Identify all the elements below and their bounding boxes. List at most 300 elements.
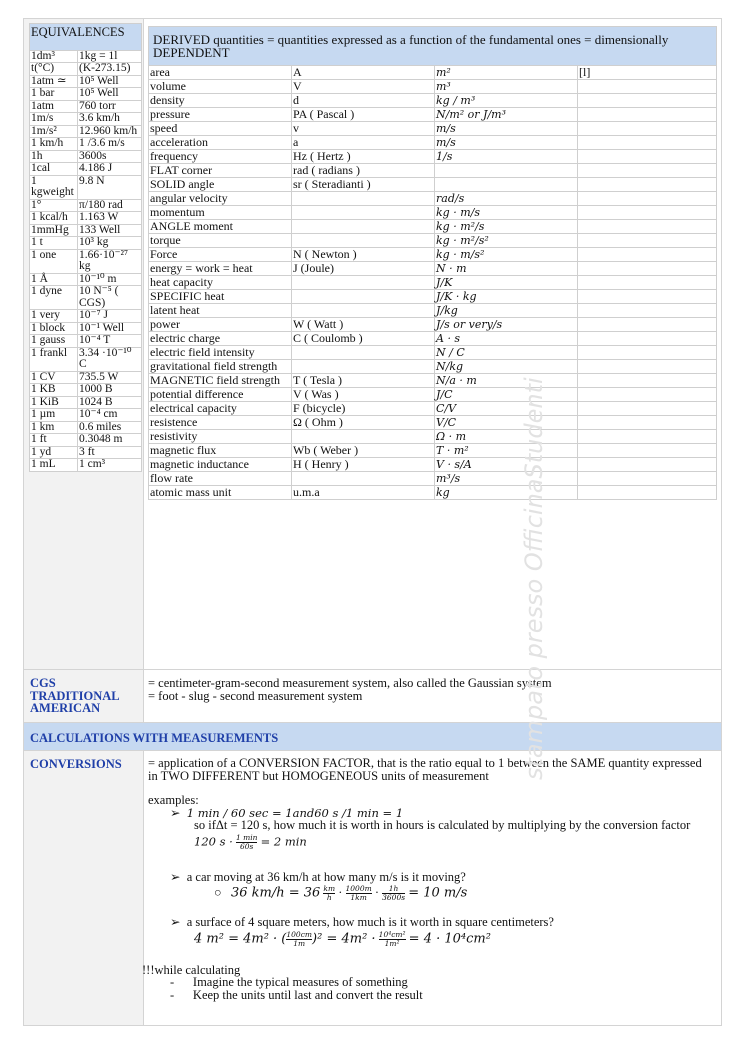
derived-row: [149, 108, 717, 122]
unit-name: [292, 472, 435, 486]
equivalence-value: 760 torr: [78, 100, 142, 113]
equivalence-row: [30, 125, 142, 138]
equivalence-unit: 1 kcal/h: [30, 212, 78, 225]
equivalence-row: [30, 421, 142, 434]
dimension: [578, 444, 717, 458]
unit-expression: [435, 178, 578, 192]
equivalence-value: 1kg = 1l: [78, 50, 142, 63]
quantity-name: latent heat: [149, 304, 292, 318]
quantity-name: atomic mass unit: [149, 486, 292, 500]
dimension: [578, 360, 717, 374]
equivalence-unit: 1atm: [30, 100, 78, 113]
equivalence-value: 0.6 miles: [78, 421, 142, 434]
derived-row: [149, 318, 717, 332]
derived-row: [149, 234, 717, 248]
equivalence-value: 10⁻⁷ J: [78, 310, 142, 323]
equivalence-unit: 1 t: [30, 237, 78, 250]
fraction: [382, 885, 405, 902]
unit-name: V ( Was ): [292, 388, 435, 402]
fraction: [323, 885, 335, 902]
equivalence-value: 9.8 N: [78, 175, 142, 199]
denominator: 1m²: [384, 938, 400, 948]
quantity-name: torque: [149, 234, 292, 248]
systems-row: [24, 670, 721, 723]
quantity-name: flow rate: [149, 472, 292, 486]
equivalence-unit: 1mmHg: [30, 224, 78, 237]
dimension: [578, 234, 717, 248]
dimension: [578, 388, 717, 402]
equivalence-row: [30, 322, 142, 335]
equivalence-unit: 1dm³: [30, 50, 78, 63]
example-2-calc: ○ 36 km/h = 36 $\frac{km}{h}$ · $\frac{1000m}{1km}$ · $\frac{1h}{3600s}$ = 10 m/s: [214, 884, 468, 902]
equivalence-value: 10⁵ Well: [78, 88, 142, 101]
calc-part: = 2 min: [260, 833, 307, 848]
equivalence-row: [30, 371, 142, 384]
equivalence-row: [30, 224, 142, 237]
equivalence-row: [30, 100, 142, 113]
equivalence-value: 735.5 W: [78, 371, 142, 384]
quantity-name: area: [149, 66, 292, 80]
unit-expression: J/C: [435, 388, 578, 402]
equivalence-unit: 1 dyne: [30, 286, 78, 310]
equivalence-unit: 1 Å: [30, 273, 78, 286]
equivalence-value: 10⁵ Well: [78, 75, 142, 88]
equivalences-title: EQUIVALENCES: [30, 24, 142, 51]
dimension: [578, 206, 717, 220]
calc-part: 36 km/h = 36: [230, 885, 321, 901]
equivalence-unit: 1m/s: [30, 113, 78, 126]
equivalence-unit: 1°: [30, 199, 78, 212]
example-3-calc: [194, 931, 713, 948]
tip-item: - Keep the units until last and convert the result: [170, 987, 423, 1002]
derived-row: [149, 192, 717, 206]
unit-name: Hz ( Hertz ): [292, 150, 435, 164]
derived-row: [149, 416, 717, 430]
equivalence-value: 1 cm³: [78, 459, 142, 472]
quantity-name: density: [149, 94, 292, 108]
derived-row: [149, 262, 717, 276]
derived-row: [149, 164, 717, 178]
unit-name: C ( Coulomb ): [292, 332, 435, 346]
quantity-name: resistence: [149, 416, 292, 430]
quantity-name: momentum: [149, 206, 292, 220]
equivalence-value: 1 /3.6 m/s: [78, 138, 142, 151]
equivalence-row: [30, 310, 142, 323]
derived-title: DERIVED quantities = quantities expressed as a function of the fundamental ones = dimensionally DEPENDENT: [149, 27, 717, 66]
derived-row: [149, 486, 717, 500]
unit-name: [292, 360, 435, 374]
american-description: = foot - slug - second measurement system: [148, 688, 363, 703]
equivalence-row: [30, 113, 142, 126]
dimension: [578, 164, 717, 178]
equivalence-unit: 1 µm: [30, 409, 78, 422]
equivalence-unit: 1 kgweight: [30, 175, 78, 199]
derived-row: [149, 136, 717, 150]
traditional-american-label: TRADITIONAL AMERICAN: [30, 688, 119, 715]
derived-row: [149, 150, 717, 164]
unit-name: W ( Watt ): [292, 318, 435, 332]
numerator: 100cm: [286, 929, 313, 939]
derived-row: [149, 388, 717, 402]
unit-expression: m²: [435, 66, 578, 80]
equivalence-value: 10⁻⁴ cm: [78, 409, 142, 422]
dimension: [578, 136, 717, 150]
unit-expression: N · m: [435, 262, 578, 276]
fraction: [346, 885, 372, 902]
calculations-header: [24, 723, 721, 751]
unit-expression: J/s or very/s: [435, 318, 578, 332]
dimension: [578, 472, 717, 486]
cgs-description: = centimeter-gram-second measurement system, also called the Gaussian system: [148, 676, 552, 690]
unit-name: [292, 234, 435, 248]
numerator: 1000m: [345, 884, 372, 893]
numerator: 10⁴cm²: [378, 929, 406, 939]
unit-name: [292, 290, 435, 304]
equivalence-row: [30, 75, 142, 88]
unit-name: J (Joule): [292, 262, 435, 276]
equivalence-row: [30, 150, 142, 163]
quantity-name: electrical capacity: [149, 402, 292, 416]
quantity-name: resistivity: [149, 430, 292, 444]
derived-row: [149, 402, 717, 416]
derived-row: [149, 332, 717, 346]
quantity-name: Force: [149, 248, 292, 262]
calc-part: = 10 m/s: [408, 885, 468, 901]
watermark-text: stampato presso OfficinaStudenti: [520, 377, 548, 780]
tip-item: - Imagine the typical measures of something: [170, 975, 408, 989]
unit-name: [292, 346, 435, 360]
equivalence-row: [30, 138, 142, 151]
derived-row: [149, 206, 717, 220]
calculations-title: CALCULATIONS WITH MEASUREMENTS: [30, 731, 279, 745]
unit-expression: T · m²: [435, 444, 578, 458]
dimension: [578, 80, 717, 94]
unit-name: [292, 430, 435, 444]
equivalence-row: [30, 446, 142, 459]
quantity-name: SPECIFIC heat: [149, 290, 292, 304]
equivalence-unit: 1 km/h: [30, 138, 78, 151]
tip-text: Keep the units until last and convert the result: [192, 987, 423, 1002]
example-2: [170, 871, 713, 884]
unit-expression: N / C: [435, 346, 578, 360]
unit-name: rad ( radians ): [292, 164, 435, 178]
equivalence-value: 3600s: [78, 150, 142, 163]
unit-expression: N/m² or J/m³: [435, 108, 578, 122]
equivalence-value: 1024 B: [78, 396, 142, 409]
equivalence-unit: 1 CV: [30, 371, 78, 384]
dimension: [578, 150, 717, 164]
units-section: [24, 19, 721, 670]
unit-expression: m/s: [435, 136, 578, 150]
unit-expression: kg · m²/s²: [435, 234, 578, 248]
quantity-name: pressure: [149, 108, 292, 122]
calc-part: = 4 · 10⁴cm²: [408, 930, 491, 946]
equivalence-value: (K-273.15): [78, 63, 142, 76]
denominator: 60s: [240, 841, 254, 851]
quantity-name: gravitational field strength: [149, 360, 292, 374]
unit-expression: C/V: [435, 402, 578, 416]
equivalence-unit: 1cal: [30, 163, 78, 176]
unit-expression: kg / m³: [435, 94, 578, 108]
dimension: [578, 262, 717, 276]
equivalence-row: [30, 434, 142, 447]
quantity-name: electric field intensity: [149, 346, 292, 360]
calc-part: 120 s ·: [194, 833, 233, 848]
unit-expression: A · s: [435, 332, 578, 346]
unit-expression: V/C: [435, 416, 578, 430]
example-1-text: so ifΔt = 120 s, how much it is worth in hours is calculated by multiplying by the conversion factor: [194, 818, 691, 832]
equivalence-row: [30, 63, 142, 76]
dimension: [578, 416, 717, 430]
numerator: 1h: [382, 885, 405, 894]
arrow-bullet-icon: ➢: [170, 915, 181, 929]
derived-row: [149, 122, 717, 136]
unit-name: [292, 192, 435, 206]
equivalence-row: [30, 249, 142, 273]
equivalence-row: [30, 88, 142, 101]
numerator: 1 min: [235, 832, 258, 842]
derived-row: [149, 94, 717, 108]
tips-label: !!!while calculating: [142, 962, 241, 977]
example-1-calc: [194, 834, 713, 851]
equivalence-row: [30, 459, 142, 472]
equivalence-value: 1000 B: [78, 384, 142, 397]
equivalence-row: [30, 273, 142, 286]
fraction: [236, 834, 258, 851]
equivalence-row: [30, 175, 142, 199]
unit-expression: m³/s: [435, 472, 578, 486]
quantity-name: angular velocity: [149, 192, 292, 206]
quantity-name: acceleration: [149, 136, 292, 150]
equivalence-unit: 1m/s²: [30, 125, 78, 138]
derived-row: [149, 346, 717, 360]
denominator: 1km: [350, 893, 367, 902]
dimension: [578, 122, 717, 136]
equivalence-row: [30, 286, 142, 310]
unit-expression: [435, 164, 578, 178]
dimension: [578, 332, 717, 346]
unit-name: H ( Henry ): [292, 458, 435, 472]
quantity-name: speed: [149, 122, 292, 136]
conversions-row: [24, 751, 721, 1025]
derived-row: [149, 80, 717, 94]
unit-name: a: [292, 136, 435, 150]
dimension: [578, 458, 717, 472]
arrow-bullet-icon: ➢: [170, 805, 181, 820]
circle-bullet-icon: ○: [214, 885, 222, 900]
unit-name: Ω ( Ohm ): [292, 416, 435, 430]
unit-expression: kg · m/s: [435, 206, 578, 220]
equivalence-unit: 1 km: [30, 421, 78, 434]
equivalence-unit: 1 KiB: [30, 396, 78, 409]
fraction: [379, 931, 406, 948]
unit-name: [292, 304, 435, 318]
conversions-body: [142, 756, 713, 1002]
equivalence-unit: t(°C): [30, 63, 78, 76]
quantity-name: FLAT corner: [149, 164, 292, 178]
equivalences-table: [29, 23, 142, 472]
dimension: [578, 192, 717, 206]
quantity-name: heat capacity: [149, 276, 292, 290]
unit-expression: m/s: [435, 122, 578, 136]
unit-expression: m³: [435, 80, 578, 94]
equivalence-unit: 1 KB: [30, 384, 78, 397]
example-2-question: a car moving at 36 km/h at how many m/s is it moving?: [186, 869, 466, 884]
equivalence-value: 1.163 W: [78, 212, 142, 225]
equivalence-value: 133 Well: [78, 224, 142, 237]
equivalence-unit: 1 block: [30, 322, 78, 335]
equivalence-value: 10³ kg: [78, 237, 142, 250]
derived-row: [149, 178, 717, 192]
equivalence-unit: 1 frankl: [30, 347, 78, 371]
dimension: [578, 248, 717, 262]
equivalences-column: [24, 19, 144, 669]
unit-name: T ( Tesla ): [292, 374, 435, 388]
equivalence-row: [30, 347, 142, 371]
equivalence-value: 3 ft: [78, 446, 142, 459]
quantity-name: energy = work = heat: [149, 262, 292, 276]
equivalence-row: [30, 199, 142, 212]
unit-name: Wb ( Weber ): [292, 444, 435, 458]
unit-expression: J/K: [435, 276, 578, 290]
document-page: [23, 18, 722, 1026]
unit-name: d: [292, 94, 435, 108]
dimension: [578, 220, 717, 234]
unit-expression: V · s/A: [435, 458, 578, 472]
unit-name: sr ( Steradianti ): [292, 178, 435, 192]
derived-row: [149, 220, 717, 234]
equivalence-value: 10⁻¹ Well: [78, 322, 142, 335]
derived-row: [149, 458, 717, 472]
equivalence-row: [30, 212, 142, 225]
derived-quantities-table: [148, 26, 717, 500]
quantity-name: volume: [149, 80, 292, 94]
example-3: [170, 916, 713, 929]
derived-row: [149, 444, 717, 458]
quantity-name: potential difference: [149, 388, 292, 402]
dimension: [578, 276, 717, 290]
unit-expression: kg · m²/s: [435, 220, 578, 234]
cgs-label: CGS: [30, 676, 56, 690]
derived-row: [149, 430, 717, 444]
unit-name: F (bicycle): [292, 402, 435, 416]
equivalence-value: 3.6 km/h: [78, 113, 142, 126]
quantity-name: magnetic inductance: [149, 458, 292, 472]
derived-row: [149, 304, 717, 318]
equivalence-row: [30, 384, 142, 397]
unit-expression: 1/s: [435, 150, 578, 164]
equivalence-unit: 1 ft: [30, 434, 78, 447]
equivalence-row: [30, 50, 142, 63]
calc-part: )² = 4m² ·: [312, 930, 376, 946]
unit-expression: kg · m/s²: [435, 248, 578, 262]
equivalence-value: 10⁻¹⁰ m: [78, 273, 142, 286]
dimension: [578, 304, 717, 318]
unit-name: N ( Newton ): [292, 248, 435, 262]
quantity-name: MAGNETIC field strength: [149, 374, 292, 388]
equivalence-unit: 1atm ≃: [30, 75, 78, 88]
unit-name: A: [292, 66, 435, 80]
dimension: [578, 346, 717, 360]
denominator: 3600s: [382, 893, 406, 902]
arrow-bullet-icon: ➢: [170, 869, 181, 884]
unit-name: [292, 220, 435, 234]
dimension: [578, 402, 717, 416]
tip-text: Imagine the typical measures of something: [192, 975, 408, 989]
equivalence-unit: 1h: [30, 150, 78, 163]
dimension: [578, 318, 717, 332]
dimension: [578, 486, 717, 500]
equivalence-unit: 1 yd: [30, 446, 78, 459]
unit-name: V: [292, 80, 435, 94]
dimension: [l]: [578, 66, 717, 80]
calc-part: 4 m² = 4m² · (: [194, 930, 287, 946]
equivalence-value: 1.66·10⁻²⁷ kg: [78, 249, 142, 273]
quantity-name: electric charge: [149, 332, 292, 346]
dimension: [578, 108, 717, 122]
derived-row: [149, 472, 717, 486]
equivalence-unit: 1 very: [30, 310, 78, 323]
equivalence-value: 10 N⁻⁵ ( CGS): [78, 286, 142, 310]
dimension: [578, 430, 717, 444]
unit-expression: N/kg: [435, 360, 578, 374]
denominator: h: [326, 893, 332, 902]
quantity-name: SOLID angle: [149, 178, 292, 192]
equivalence-row: [30, 335, 142, 348]
equivalence-value: π/180 rad: [78, 199, 142, 212]
equivalence-value: 4.186 J: [78, 163, 142, 176]
unit-name: [292, 206, 435, 220]
numerator: km: [323, 884, 336, 893]
dimension: [578, 290, 717, 304]
equivalence-unit: 1 gauss: [30, 335, 78, 348]
examples-label: examples:: [148, 793, 199, 807]
dimension: [578, 178, 717, 192]
unit-expression: J/kg: [435, 304, 578, 318]
quantity-name: frequency: [149, 150, 292, 164]
equivalence-value: 0.3048 m: [78, 434, 142, 447]
equivalence-row: [30, 237, 142, 250]
unit-expression: N/a · m: [435, 374, 578, 388]
unit-expression: J/K · kg: [435, 290, 578, 304]
example-3-question: a surface of 4 square meters, how much is it worth in square centimeters?: [186, 915, 554, 929]
dimension: [578, 94, 717, 108]
equivalence-row: [30, 396, 142, 409]
conversion-definition: = application of a CONVERSION FACTOR, that is the ratio equal to 1 between the SAME quantity expressed in TWO DIFFERENT but HOMOGENEOUS units of measurement: [148, 756, 702, 783]
derived-row: [149, 248, 717, 262]
unit-name: [292, 276, 435, 290]
equivalence-unit: 1 one: [30, 249, 78, 273]
fraction: [286, 931, 312, 948]
unit-name: PA ( Pascal ): [292, 108, 435, 122]
example-1-equation: 1 min / 60 sec = 1and60 s /1 min = 1: [186, 805, 404, 820]
equivalence-unit: 1 mL: [30, 459, 78, 472]
unit-name: u.m.a: [292, 486, 435, 500]
equivalence-value: 10⁻⁴ T: [78, 335, 142, 348]
unit-name: v: [292, 122, 435, 136]
dimension: [578, 374, 717, 388]
equivalence-value: 12.960 km/h: [78, 125, 142, 138]
equivalence-row: [30, 163, 142, 176]
equivalence-unit: 1 bar: [30, 88, 78, 101]
unit-expression: kg: [435, 486, 578, 500]
equivalence-value: 3.34 ·10⁻¹⁰ C: [78, 347, 142, 371]
derived-row: [149, 276, 717, 290]
derived-row: [149, 290, 717, 304]
conversions-label-cell: [24, 751, 144, 1025]
unit-expression: rad/s: [435, 192, 578, 206]
derived-row: [149, 360, 717, 374]
